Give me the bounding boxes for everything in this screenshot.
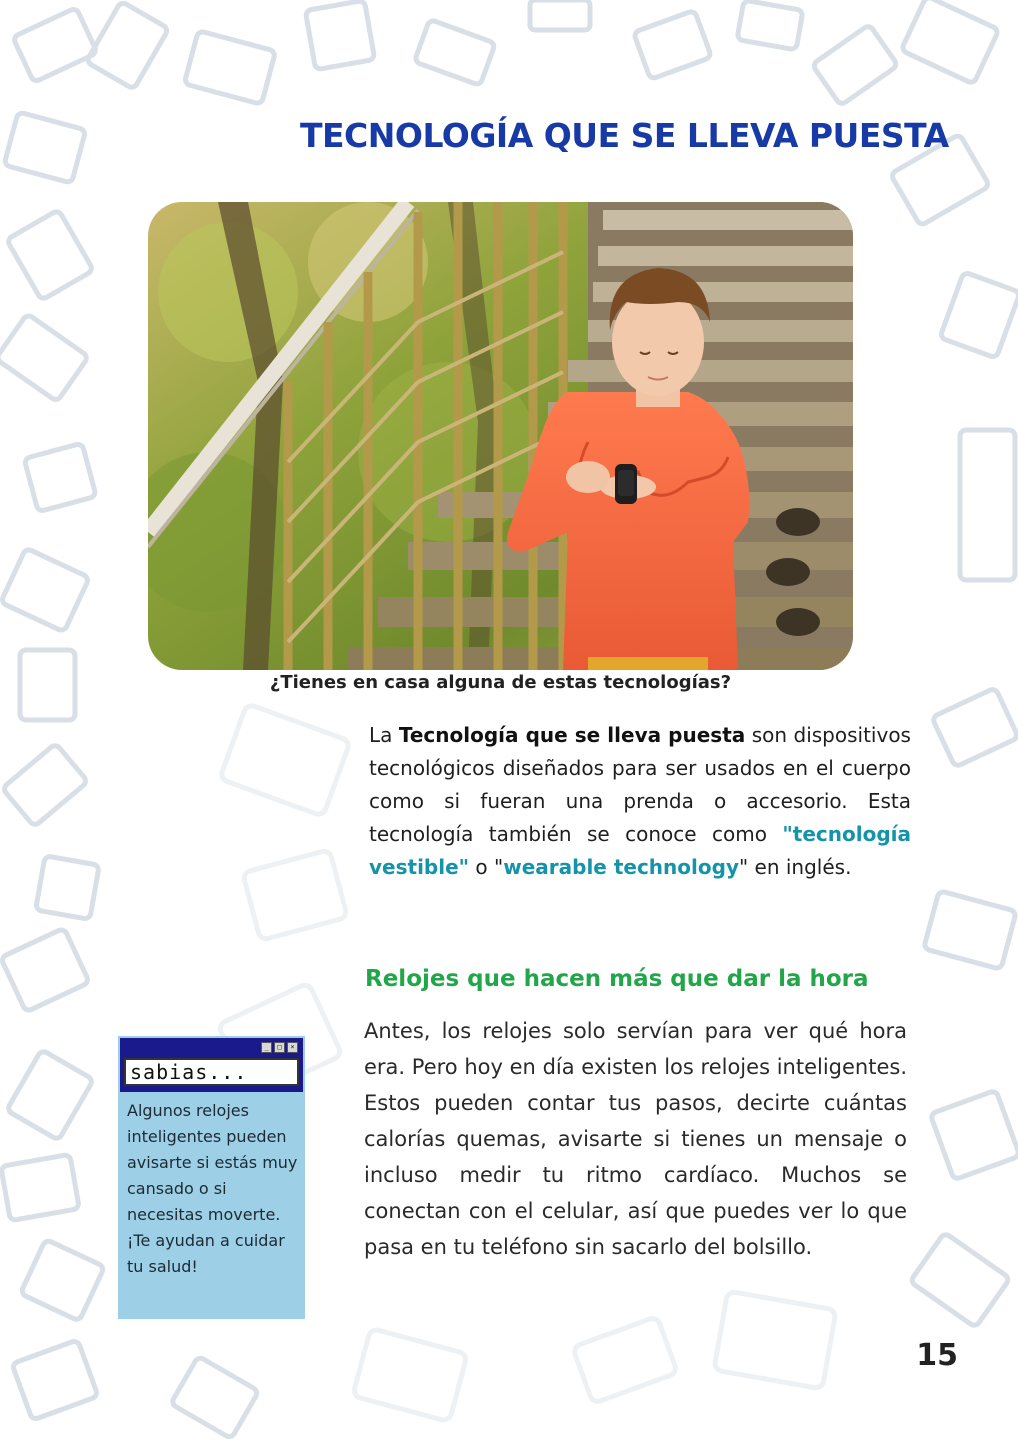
- intro-paragraph: [369, 719, 911, 884]
- close-icon: ×: [287, 1042, 298, 1053]
- term-tecnologia-vestible: "tecnología vestible": [369, 822, 911, 879]
- intro-strong-term: Tecnología que se lleva puesta: [398, 723, 746, 747]
- maximize-icon: □: [274, 1042, 285, 1053]
- sabias-info-box: [118, 1036, 305, 1319]
- sabias-window-titlebar: [120, 1038, 303, 1092]
- sabias-text: Algunos relojes inteligentes pueden avisarte si estás muy cansado o si necesitas moverte. ¡Te ayudan a cuidar tu salud!: [127, 1101, 298, 1276]
- photo-caption: ¿Tienes en casa alguna de estas tecnologías?: [269, 672, 732, 693]
- page-title: TECNOLOGÍA QUE SE LLEVA PUESTA: [300, 116, 949, 155]
- intro-text-4: " en inglés.: [738, 855, 852, 879]
- section-heading: Relojes que hacen más que dar la hora: [365, 966, 869, 992]
- intro-text-1: La: [369, 723, 399, 747]
- minimize-icon: _: [261, 1042, 272, 1053]
- intro-text-2: son dispositivos tecnológicos diseñados para ser usados en el cuerpo como si fueran una prenda o accesorio. Esta tecnología también se conoce como: [369, 723, 911, 846]
- term-wearable-technology: wearable technology: [503, 855, 739, 879]
- sabias-title-field: sabias...: [124, 1058, 299, 1086]
- section-body: Antes, los relojes solo servían para ver qué hora era. Pero hoy en día existen los relojes inteligentes. Estos pueden contar tus pasos, decirte cuántas calorías quemas, avisarte si tienes un mensaje o incluso medir tu ritmo cardíaco. Muchos se conectan con el celular, así que puedes ver lo que pasa en tu teléfono sin sacarlo del bolsillo.: [364, 1019, 907, 1259]
- page-number: 15: [916, 1338, 958, 1373]
- boy-wearing-smartwatch-photo: [148, 202, 853, 670]
- window-buttons: [261, 1042, 298, 1053]
- intro-text-3: o ": [469, 855, 504, 879]
